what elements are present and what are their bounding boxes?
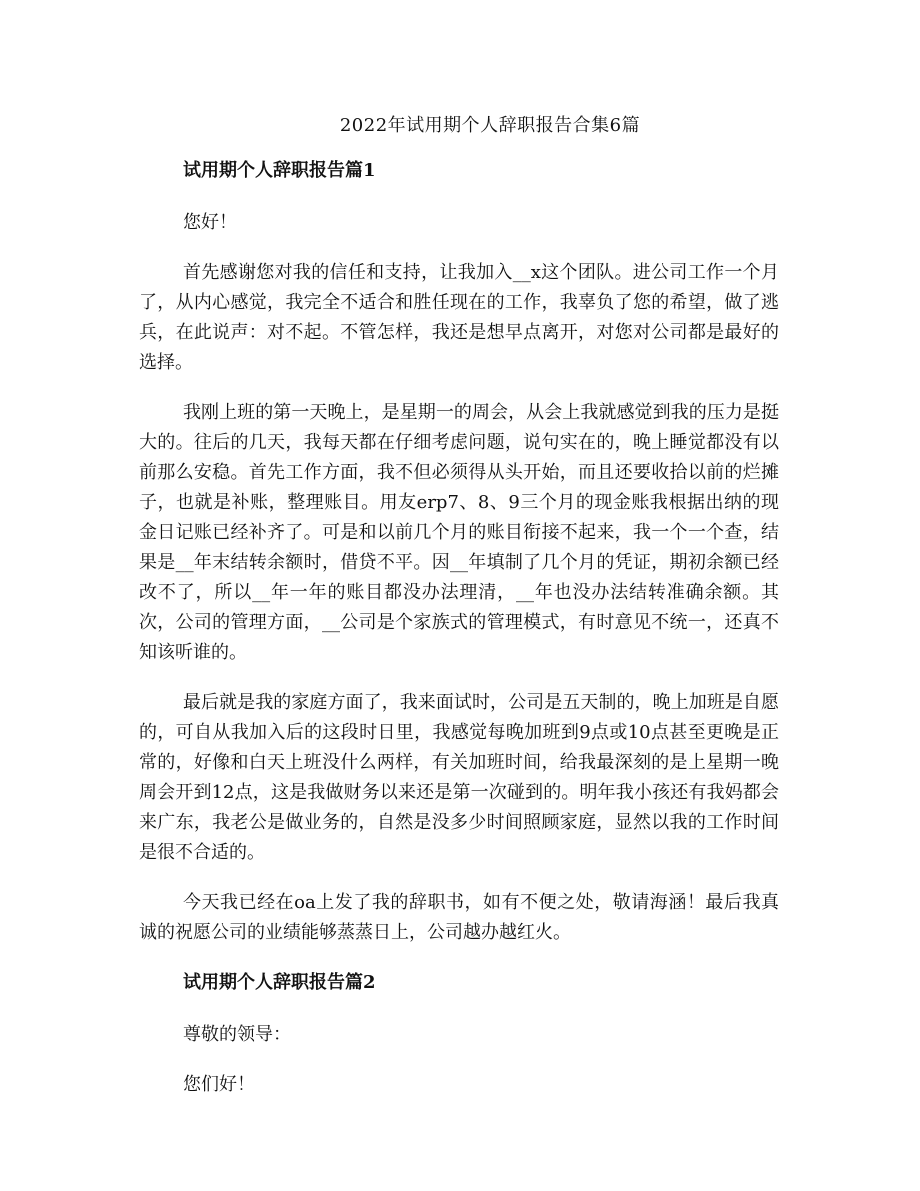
section-2-heading: 试用期个人辞职报告篇2 bbox=[183, 972, 376, 993]
document-title: 2022年试用期个人辞职报告合集6篇 bbox=[339, 115, 641, 136]
section-1-heading: 试用期个人辞职报告篇1 bbox=[183, 160, 376, 181]
section-1-paragraph-1: 首先感谢您对我的信任和支持，让我加入__x这个团队。进公司工作一个月了，从内心感觉，我完全不适合和胜任现在的工作，我辜负了您的希望，做了逃兵，在此说声：对不起。不管怎样，我还是想早点离开，对您对公司都是最好的选择。 bbox=[139, 262, 779, 373]
section-1-paragraph-3: 最后就是我的家庭方面了，我来面试时，公司是五天制的，晚上加班是自愿的，可自从我加入后的这段时日里，我感觉每晚加班到9点或10点甚至更晚是正常的，好像和白天上班没什么两样，有关加班时间，给我最深刻的是上星期一晚周会开到12点，这是我做财务以来还是第一次碰到的。明年我小孩还有我妈都会来广东，我老公是做业务的，自然是没多少时间照顾家庭，显然以我的工作时间是很不合适的。 bbox=[139, 692, 779, 863]
section-1-paragraph-2: 我刚上班的第一天晚上，是星期一的周会，从会上我就感觉到我的压力是挺大的。往后的几天，我每天都在仔细考虑问题，说句实在的，晚上睡觉都没有以前那么安稳。首先工作方面，我不但必须得从头开始，而且还要收拾以前的烂摊子，也就是补账，整理账目。用友erp7、8、9三个月的现金账我根据出纳的现金日记账已经补齐了。可是和以前几个月的账目衔接不起来，我一个一个查，结果是__年末结转余额时，借贷不平。因__年填制了几个月的凭证，期初余额已经改不了，所以__年一年的账目都没办法理清，__年也没办法结转准确余额。其次，公司的管理方面，__公司是个家族式的管理模式，有时意见不统一，还真不知该听谁的。 bbox=[139, 402, 779, 663]
section-1-paragraph-4: 今天我已经在oa上发了我的辞职书，如有不便之处，敬请海涵！最后我真诚的祝愿公司的业绩能够蒸蒸日上，公司越办越红火。 bbox=[139, 892, 779, 943]
document-body bbox=[139, 156, 779, 1120]
section-2-salutation: 尊敬的领导： bbox=[183, 1024, 291, 1045]
section-1-greeting: 您好！ bbox=[183, 212, 237, 233]
section-2-greeting: 您们好！ bbox=[183, 1074, 255, 1095]
